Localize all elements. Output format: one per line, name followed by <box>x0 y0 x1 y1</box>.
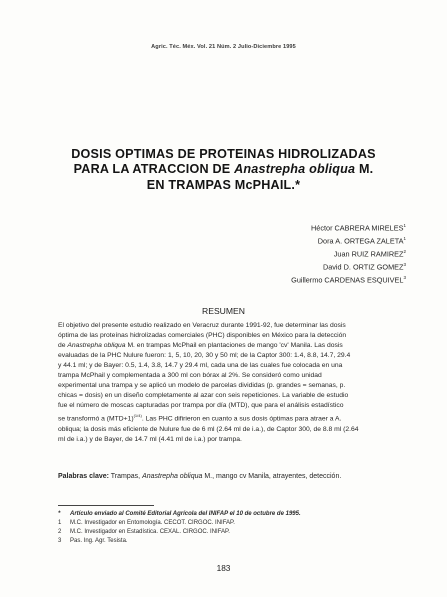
footnote-mark: 2 <box>58 529 62 536</box>
title-line-2-post: M. <box>355 162 374 177</box>
title-species-name: Anastrepha obliqua <box>234 162 356 177</box>
title-line-3: EN TRAMPAS McPHAIL.* <box>146 177 301 192</box>
keywords-species-name: Anastrepha obliqua <box>142 473 203 480</box>
footnote-mark: 1 <box>58 520 62 527</box>
abstract-heading: RESUMEN <box>202 306 245 316</box>
footnote-affiliation <box>58 528 388 537</box>
abstract-exponent: (1/4) <box>133 413 142 419</box>
journal-running-header: Agric. Téc. Méx. Vol. 21 Núm. 2 Julio-Diciembre 1995 <box>151 44 296 50</box>
author-entry <box>166 234 406 247</box>
author-entry <box>166 247 406 260</box>
footnote-affiliation <box>58 519 388 528</box>
author-name: Juan RUIZ RAMIREZ <box>333 249 404 259</box>
abstract-line: obliqua; la dosis más eficiente de Nulure fue de 6 ml (2.64 ml de i.a.), de Captor 300, de 8.8 ml (2.64 <box>58 425 359 433</box>
footnote-mark: 3 <box>58 538 62 545</box>
keywords-text: M., mango cv Manila, atrayentes, detección. <box>202 473 342 480</box>
footnote-text: M.C. Investigador en Estadística. CEXAL. CIRGOC. INIFAP. <box>70 529 230 536</box>
author-entry <box>166 221 406 234</box>
footnotes <box>58 510 388 546</box>
abstract-species-name: Anastrepha obliqua <box>67 342 126 350</box>
author-name: Guillermo CARDENAS ESQUIVEL <box>291 275 404 285</box>
keywords-label: Palabras clave: <box>58 473 109 480</box>
abstract-line: óptima de las proteínas hidrolizadas comerciales (PHC) disponibles en México para la detección <box>58 332 347 340</box>
abstract-line: experimental una trampa y se aplicó un modelo de parcelas divididas (p. grandes = semanas, p. <box>58 382 346 390</box>
author-name: Héctor CABRERA MIRELES <box>311 223 404 233</box>
abstract-line <box>58 341 389 351</box>
abstract-line: chicas = dosis) en un diseño completamente al azar con seis repeticiones. La variable de estudio <box>58 392 349 400</box>
keywords <box>58 473 389 480</box>
abstract-text: . Las PHC difirieron en cuanto a sus dosis óptimas para atraer a A. <box>141 415 342 423</box>
footnote-text: Artículo enviado al Comité Editorial Agrícola del INIFAP el 10 de octubre de 1995. <box>70 511 301 517</box>
author-name: David D. ORTIZ GOMEZ <box>322 262 404 272</box>
title-line-2-pre: PARA LA ATRACCION DE <box>73 162 235 177</box>
abstract-text: se transformó a (MTD+1) <box>58 415 134 423</box>
abstract-line: y 44.1 ml; y de Bayer: 0.5, 1.4, 3.8, 14.7 y 29.4 ml, cada una de las cuales fue colocada en una <box>58 362 343 370</box>
footnote-text: Pas. Ing. Agr. Tesista. <box>70 538 128 545</box>
abstract-body <box>58 321 389 445</box>
footnote-affiliation <box>58 537 388 546</box>
page-number: 183 <box>216 563 231 573</box>
author-affiliation-mark: 3 <box>403 275 406 281</box>
abstract-line: El objetivo del presente estudio realizado en Veracruz durante 1991-92, fue determinar las dosis <box>58 322 346 329</box>
footnote-separator <box>58 505 154 506</box>
author-list <box>166 221 406 286</box>
article-title <box>50 147 397 193</box>
author-affiliation-mark: 2 <box>403 249 406 255</box>
author-affiliation-mark: 3 <box>403 262 406 268</box>
author-name: Dora A. ORTEGA ZALETA <box>317 236 404 246</box>
abstract-line: evaluadas de la PHC Nulure fueron: 1, 5, 10, 20, 30 y 50 ml; de la Captor 300: 1.4, 8.8, 14.7, 29.4 <box>58 352 351 360</box>
abstract-line: trampa McPhail y complementada a 300 ml con bórax al 2%. Se consideró como unidad <box>58 372 322 380</box>
footnote-submission-note <box>58 510 388 519</box>
author-affiliation-mark: 1 <box>403 236 406 242</box>
abstract-text: M. en trampas McPhail en plantaciones de mango 'cv' Manila. Las dosis <box>125 342 343 350</box>
abstract-line <box>58 411 389 424</box>
abstract-line: ml de i.a.) y de Bayer, de 14.7 ml (4.41 ml de i.a.) por trampa. <box>58 435 242 443</box>
title-line-1: DOSIS OPTIMAS DE PROTEINAS HIDROLIZADAS <box>71 147 376 161</box>
title-line-2 <box>50 162 397 177</box>
author-entry <box>166 260 406 273</box>
footnote-text: M.C. Investigador en Entomología. CECOT. CIRGOC. INIFAP. <box>70 520 235 527</box>
footnote-mark: * <box>58 511 61 517</box>
author-affiliation-mark: 1 <box>403 223 406 228</box>
abstract-text: de <box>58 342 68 350</box>
author-entry <box>166 273 406 286</box>
keywords-text: Trampas, <box>108 473 143 480</box>
abstract-line: fue el número de moscas capturadas por trampa por día (MTD), que para el análisis estadístico <box>58 402 344 410</box>
